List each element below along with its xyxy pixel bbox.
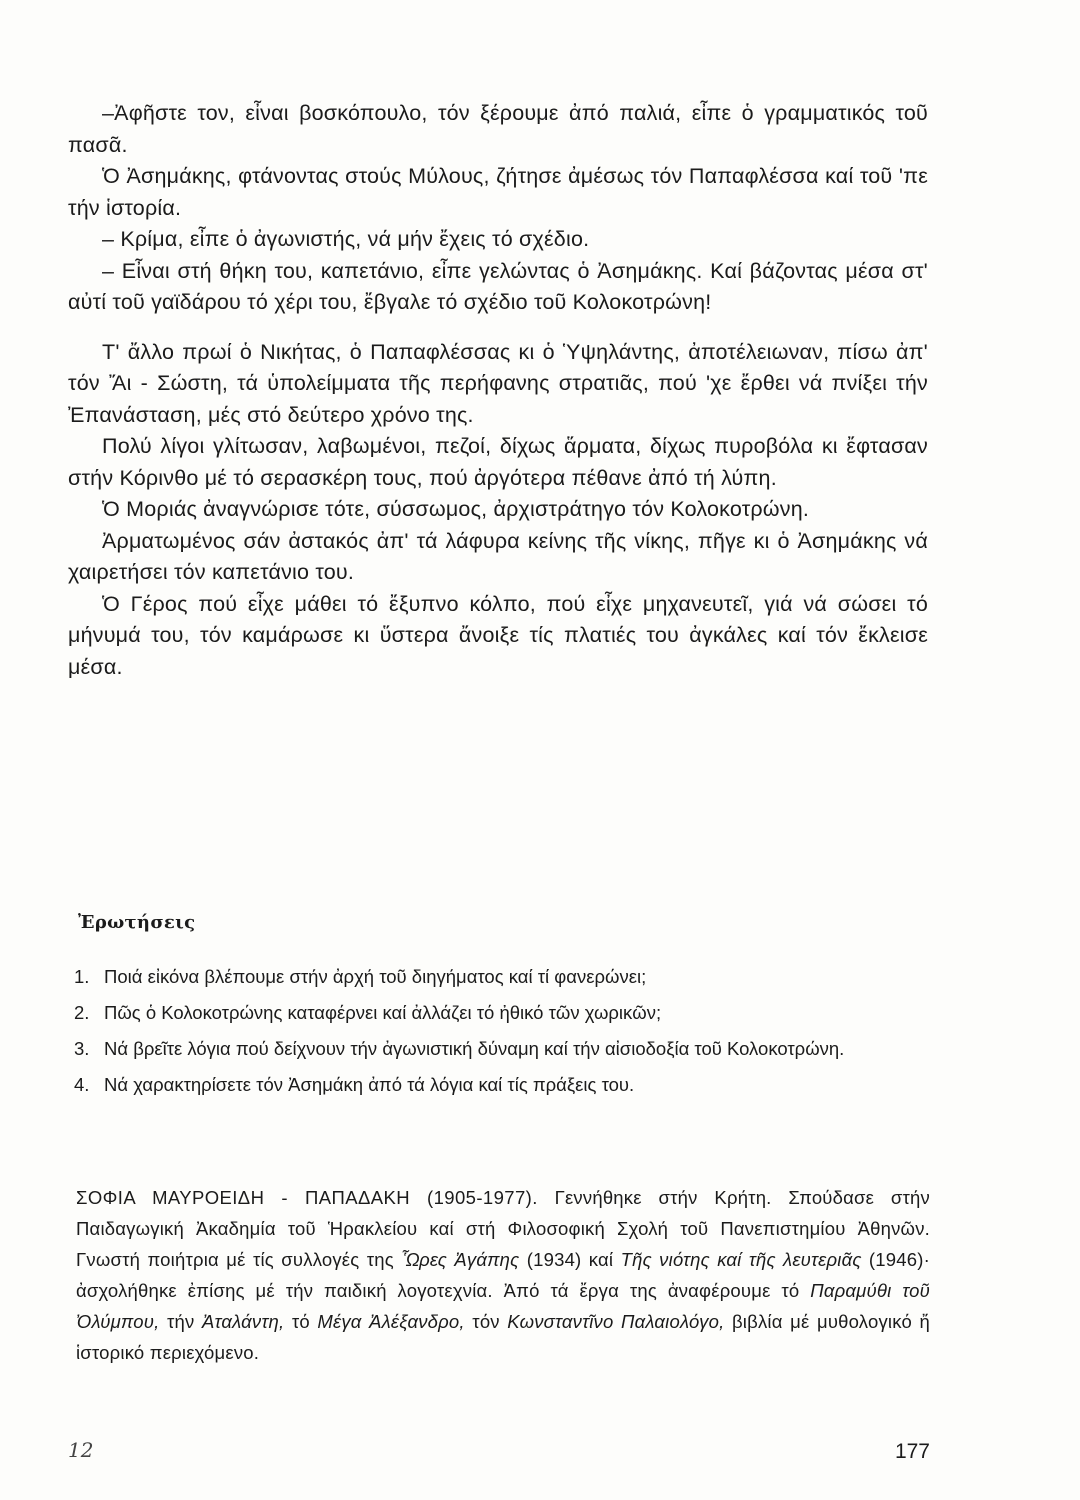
work-title: Μέγα Ἀλέξανδρο,: [317, 1311, 465, 1332]
paragraph: Ὁ Ἀσημάκης, φτάνοντας στούς Μύλους, ζήτησε ἀμέσως τόν Παπαφλέσσα καί τοῦ 'πε τήν ἱστορία.: [68, 164, 928, 220]
bio-text: τόν: [464, 1311, 508, 1332]
questions-heading: Ἐρωτήσεις: [78, 912, 196, 933]
work-title: Κωνσταντῖνο Παλαιολόγο,: [507, 1311, 725, 1332]
question-item: [74, 1034, 934, 1064]
paragraph-gap: [68, 319, 928, 337]
author-name: ΣΟΦΙΑ ΜΑΥΡΟΕΙΔΗ - ΠΑΠΑΔΑΚΗ (1905-1977).: [76, 1187, 538, 1208]
author-biography: [76, 1182, 930, 1368]
question-item: [74, 998, 934, 1028]
paragraph: Ὁ Γέρος πού εἶχε μάθει τό ἔξυπνο κόλπο, πού εἶχε μηχανευτεῖ, γιά νά σώσει τό μήνυμά του, τόν καμάρωσε κι ὕστερα ἄνοιξε τίς πλατιές του ἀγκάλες καί τόν ἔκλεισε μέσα.: [68, 591, 928, 679]
questions-list: [74, 962, 934, 1106]
paragraph: – Εἶναι στή θήκη του, καπετάνιο, εἶπε γελώντας ὁ Ἀσημάκης. Καί βάζοντας μέσα στ' αὐτί τοῦ γαϊδάρου τό χέρι του, ἔβγαλε τό σχέδιο τοῦ Κολοκοτρώνη!: [68, 258, 928, 314]
paragraph: Ἀρματωμένος σάν ἀστακός ἀπ' τά λάφυρα κείνης τῆς νίκης, πῆγε κι ὁ Ἀσημάκης νά χαιρετήσει τόν καπετάνιο του.: [68, 528, 928, 584]
bio-text: (1946)· ἀσχολήθηκε ἐπίσης μέ τήν παιδική λογοτεχνία. Ἀπό τά ἔργα της ἀναφέρουμε τό: [76, 1249, 930, 1301]
story-text: [68, 98, 928, 683]
bio-text: τό: [284, 1311, 318, 1332]
question-number: 2.: [74, 1002, 90, 1023]
paragraph: – Κρίμα, εἶπε ὁ ἀγωνιστής, νά μήν ἔχεις τό σχέδιο.: [102, 227, 590, 251]
work-title: Τῆς νιότης καί τῆς λευτεριᾶς: [620, 1249, 862, 1270]
bio-text: Γεννήθηκε στήν Κρήτη. Σπούδασε στήν Παιδαγωγική Ἀκαδημία τοῦ Ἡρακλείου καί στή Φιλοσοφική Σχολή τοῦ Πανεπιστημίου Ἀθηνῶν. Γνωστή ποιήτρια μέ τίς συλλογές της: [76, 1187, 930, 1270]
question-text: Νά χαρακτηρίσετε τόν Ἀσημάκη ἀπό τά λόγια καί τίς πράξεις του.: [104, 1074, 635, 1095]
signature-mark: 12: [68, 1438, 94, 1462]
question-item: [74, 1070, 934, 1100]
page-number: 177: [894, 1440, 930, 1463]
question-text: Ποιά εἰκόνα βλέπουμε στήν ἀρχή τοῦ διηγήματος καί τί φανερώνει;: [104, 966, 647, 987]
question-text: Πῶς ὁ Κολοκοτρώνης καταφέρνει καί ἀλλάζει τό ἠθικό τῶν χωρικῶν;: [104, 1002, 662, 1023]
paragraph: Τ' ἄλλο πρωί ὁ Νικήτας, ὁ Παπαφλέσσας κι ὁ Ὑψηλάντης, ἀποτέλειωναν, πίσω ἀπ' τόν Ἄι - Σώστη, τά ὑπολείμματα τῆς περήφανης στρατιᾶς, πού 'χε ἔρθει νά πνίξει τήν Ἐπανάσταση, μές στό δεύτερο χρόνο της.: [68, 339, 928, 427]
paragraph: –Ἀφῆστε τον, εἶναι βοσκόπουλο, τόν ξέρουμε ἀπό παλιά, εἶπε ὁ γραμματικός τοῦ πασᾶ.: [68, 101, 928, 157]
bio-text: τήν: [159, 1311, 202, 1332]
question-number: 1.: [74, 966, 90, 987]
bio-text: βιβλία μέ μυθολογικό ἤ ἱστορικό περιεχόμενο.: [76, 1311, 930, 1363]
question-number: 4.: [74, 1074, 90, 1095]
question-number: 3.: [74, 1038, 90, 1059]
work-title: Παραμύθι τοῦ Ὀλύμπου,: [76, 1280, 931, 1332]
paragraph: Πολύ λίγοι γλίτωσαν, λαβωμένοι, πεζοί, δίχως ἅρματα, δίχως πυροβόλα κι ἔφτασαν στήν Κόρινθο μέ τό σερασκέρη τους, πού ἀργότερα πέθανε ἀπό τή λύπη.: [68, 434, 928, 490]
paragraph: Ὁ Μοριάς ἀναγνώρισε τότε, σύσσωμος, ἀρχιστράτηγο τόν Κολοκοτρώνη.: [102, 497, 810, 521]
question-text: Νά βρεῖτε λόγια πού δείχνουν τήν ἀγωνιστική δύναμη καί τήν αἰσιοδοξία τοῦ Κολοκοτρώνη.: [104, 1038, 845, 1059]
work-title: Ὧρες Ἀγάπης: [401, 1249, 520, 1270]
question-item: [74, 962, 934, 992]
work-title: Ἀταλάντη,: [201, 1311, 285, 1332]
bio-text: (1934) καί: [519, 1249, 621, 1270]
